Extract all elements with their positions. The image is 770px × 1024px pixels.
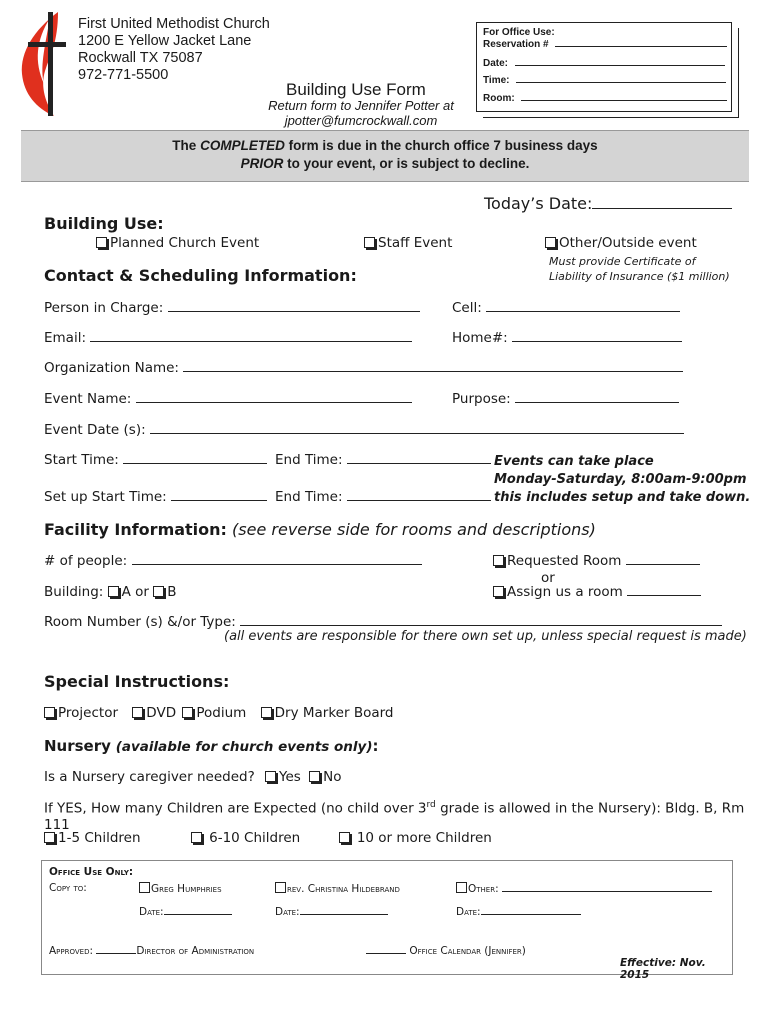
office-calendar-label: Office Calendar (Jennifer) [409,945,526,957]
dry-marker-checkbox[interactable] [261,707,272,718]
building-a-checkbox[interactable] [108,586,119,597]
event-date-field[interactable] [44,422,684,438]
cell-line[interactable] [486,311,680,312]
todays-date-label: Today’s Date: [484,194,593,213]
projector-checkbox[interactable] [44,707,55,718]
event-name-line[interactable] [136,402,412,403]
email-line[interactable] [90,341,412,342]
contact-heading: Contact & Scheduling Information: [44,266,357,285]
office-time-field[interactable] [483,75,726,86]
cell-field[interactable] [452,300,680,316]
notice-completed: COMPLETED [200,138,285,153]
nursery-needed-question [44,769,341,785]
copy-christina-checkbox[interactable] [275,882,286,893]
other-outside-event-checkbox[interactable] [545,237,556,248]
office-time-label: Time: [483,75,510,86]
email-label: Email: [44,330,87,346]
office-room-field[interactable] [483,93,727,104]
notice-prior: PRIOR [240,156,284,171]
greg-date-field[interactable] [139,906,232,918]
director-label: Director of Administration [136,945,255,957]
office-use-box [476,22,732,112]
other-outside-event-label: Other/Outside event [559,235,697,251]
todays-date-line[interactable] [592,208,732,209]
event-hours-line1: Events can take place [494,454,654,469]
dvd-label: DVD [146,705,177,721]
staff-event-option[interactable] [364,235,452,251]
children-count-options [44,830,492,846]
copy-other-label: Other: [468,883,499,895]
end-time-field[interactable] [275,452,491,468]
office-use-only-box [41,860,733,981]
setup-note: (all events are responsible for there own set up, unless special request is made) [224,629,747,644]
facility-heading-note: (see reverse side for rooms and descriptions) [232,520,596,539]
deadline-notice [21,130,749,182]
number-of-people-field[interactable] [44,553,422,569]
assign-room-option[interactable] [493,584,701,600]
end-time-2-label: End Time: [275,489,343,505]
nursery-no-label: No [323,769,342,785]
nursery-heading: Nursery [44,737,111,755]
purpose-field[interactable] [452,391,679,407]
projector-option[interactable] [44,705,118,721]
building-b-label: B [167,584,177,600]
copy-greg-option[interactable] [139,882,222,895]
setup-start-field[interactable] [44,489,267,505]
office-calendar-line[interactable] [366,953,406,954]
event-hours-line2: Monday-Saturday, 8:00am-9:00pm [494,472,747,487]
email-field[interactable] [44,330,412,346]
event-name-field[interactable] [44,391,412,407]
nursery-no-option[interactable] [309,769,341,785]
other-date-field[interactable] [456,906,581,918]
room-number-line[interactable] [240,625,722,626]
approved-line[interactable] [96,953,136,954]
dvd-checkbox[interactable] [132,707,143,718]
church-name: First United Methodist Church [78,16,270,32]
copy-christina-label: rev. Christina Hildebrand [287,883,400,895]
cell-label: Cell: [452,300,482,316]
address-line-2: Rockwall TX 75087 [78,50,203,66]
reservation-line[interactable] [555,46,727,47]
event-name-label: Event Name: [44,391,132,407]
end-time-line[interactable] [347,463,491,464]
church-phone: 972-771-5500 [78,67,169,83]
copy-other-line[interactable] [502,891,712,892]
building-choice [44,584,177,600]
children-6-10-option[interactable] [191,830,300,846]
staff-event-label: Staff Event [378,235,453,251]
podium-checkbox[interactable] [182,707,193,718]
form-title: Building Use Form [286,80,426,99]
building-label: Building: [44,584,104,600]
christina-date-label: Date: [275,906,300,918]
nursery-yes-checkbox[interactable] [265,771,276,782]
notice-line1: form is due in the church office 7 business days [288,138,598,153]
address-line-1: 1200 E Yellow Jacket Lane [78,33,252,49]
organization-label: Organization Name: [44,360,179,376]
event-date-label: Event Date (s): [44,422,146,438]
office-room-line[interactable] [521,100,727,101]
children-10-plus-label: 10 or more Children [356,830,492,846]
home-phone-field[interactable] [452,330,682,346]
event-date-line[interactable] [150,433,684,434]
planned-church-event-label: Planned Church Event [110,235,260,251]
or-text: or [541,570,555,586]
notice-the: The [172,138,197,153]
setup-start-label: Set up Start Time: [44,489,167,505]
office-date-line[interactable] [515,65,725,66]
planned-church-event-option[interactable] [96,235,259,251]
office-calendar-field[interactable] [366,945,526,957]
copy-christina-option[interactable] [275,882,400,895]
children-6-10-label: 6-10 Children [209,830,301,846]
todays-date-field[interactable] [484,194,732,213]
end-time-2-line[interactable] [347,500,491,501]
requested-room-checkbox[interactable] [493,555,504,566]
end-time-2-field[interactable] [275,489,491,505]
dry-marker-label: Dry Marker Board [274,705,394,721]
copy-greg-label: Greg Humphries [151,883,222,895]
start-time-label: Start Time: [44,452,119,468]
other-date-line[interactable] [481,914,581,915]
building-a-label: A or [121,584,149,600]
greg-date-label: Date: [139,906,164,918]
dvd-option[interactable] [132,705,176,721]
children-1-5-option[interactable] [44,830,141,846]
nursery-no-checkbox[interactable] [309,771,320,782]
assign-room-line[interactable] [627,595,701,596]
projector-label: Projector [58,705,118,721]
room-number-label: Room Number (s) &/or Type: [44,614,236,630]
christina-date-line[interactable] [300,914,388,915]
person-in-charge-label: Person in Charge: [44,300,164,316]
event-hours-line3: this includes setup and take down. [494,490,751,505]
person-in-charge-line[interactable] [168,311,420,312]
greg-date-line[interactable] [164,914,232,915]
building-use-heading: Building Use: [44,214,164,233]
planned-church-event-checkbox[interactable] [96,237,107,248]
children-10-plus-checkbox[interactable] [339,832,350,843]
requested-room-line[interactable] [626,564,700,565]
office-date-label: Date: [483,58,509,69]
event-hours-note [494,453,750,507]
return-email[interactable]: jpotter@fumcrockwall.com [284,113,438,128]
reservation-label: Reservation # [483,39,549,50]
setup-start-line[interactable] [171,500,267,501]
nursery-yes-option[interactable] [265,769,301,785]
copy-other-checkbox[interactable] [456,882,467,893]
assign-room-label: Assign us a room [507,584,623,600]
podium-option[interactable] [182,705,246,721]
person-in-charge-field[interactable] [44,300,420,316]
facility-heading: Facility Information: [44,520,227,539]
organization-line[interactable] [183,371,683,372]
start-time-field[interactable] [44,452,267,468]
return-to-text: Return form to Jennifer Potter at [268,98,454,113]
office-use-only-heading: Office Use Only: [49,866,134,878]
children-6-10-checkbox[interactable] [191,832,202,843]
purpose-line[interactable] [515,402,679,403]
number-of-people-label: # of people: [44,553,128,569]
start-time-line[interactable] [123,463,267,464]
copy-to-label: Copy to: [49,882,87,894]
staff-event-checkbox[interactable] [364,237,375,248]
children-1-5-label: 1-5 Children [58,830,141,846]
children-10-plus-option[interactable] [339,830,492,846]
requested-room-label: Requested Room [507,553,622,569]
nursery-yes-label: Yes [279,769,301,785]
dry-marker-option[interactable] [261,705,394,721]
facility-heading-row [44,520,596,539]
end-time-label: End Time: [275,452,343,468]
insurance-note-line1: Must provide Certificate of [549,255,696,268]
room-number-field[interactable] [44,614,722,630]
approved-label: Approved: [49,945,94,957]
approved-field[interactable] [49,945,254,957]
special-instructions-heading: Special Instructions: [44,672,230,691]
effective-date: Effective: Nov. 2015 [620,957,706,981]
assign-room-checkbox[interactable] [493,586,504,597]
children-question-sup: rd [426,800,436,810]
number-of-people-line[interactable] [132,564,422,565]
christina-date-field[interactable] [275,906,388,918]
office-use-heading: For Office Use: [483,27,555,38]
other-outside-event-option[interactable] [545,235,697,251]
nursery-heading-note: (available for church events only) [115,739,373,755]
church-address-block [78,16,270,84]
children-question-pre: If YES, How many Children are Expected (no child over 3 [44,800,427,817]
nursery-heading-row: Nursery (available for church events only): [44,737,379,755]
children-count-question [44,800,770,833]
office-date-field[interactable] [483,58,725,69]
nursery-question-label: Is a Nursery caregiver needed? [44,769,255,785]
reservation-field[interactable] [483,39,727,50]
insurance-note [549,254,730,284]
purpose-label: Purpose: [452,391,511,407]
children-1-5-checkbox[interactable] [44,832,55,843]
home-phone-line[interactable] [512,341,682,342]
notice-line2: to your event, or is subject to decline. [287,156,530,171]
copy-greg-checkbox[interactable] [139,882,150,893]
children-question-post: grade is allowed in the Nursery): Bldg. B, Rm 111 [44,800,745,833]
building-b-checkbox[interactable] [153,586,164,597]
other-date-label: Date: [456,906,481,918]
requested-room-option[interactable] [493,553,700,569]
organization-field[interactable] [44,360,683,376]
special-options [44,705,394,721]
copy-other-option[interactable] [456,882,712,895]
office-room-label: Room: [483,93,515,104]
home-phone-label: Home#: [452,330,508,346]
podium-label: Podium [196,705,247,721]
return-instructions [261,98,461,128]
cross-and-flame-logo [14,12,66,116]
insurance-note-line2: Liability of Insurance ($1 million) [549,270,730,283]
office-time-line[interactable] [516,82,726,83]
